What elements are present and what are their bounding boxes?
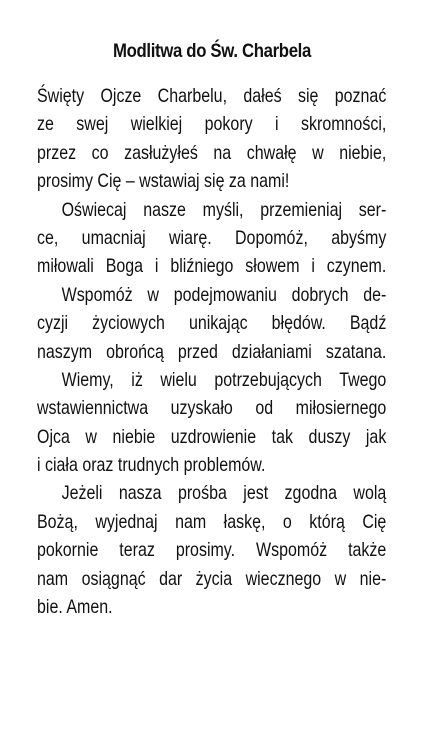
prayer-line: przez co zasłużyłeś na chwałę w niebie, xyxy=(37,141,387,164)
prayer-line: Oświecaj nasze myśli, przemieniaj ser- xyxy=(61,198,387,221)
prayer-line: Święty Ojcze Charbelu, dałeś się poznać xyxy=(37,85,387,107)
prayer-line: Wiemy, iż wielu potrzebujących Twego xyxy=(61,368,387,391)
prayer-line: miłowali Boga i bliźniego słowem i czynem. xyxy=(37,255,387,278)
prayer-line: Bożą, wyjednaj nam łaskę, o którą Cię xyxy=(37,510,387,533)
prayer-line: ze swej wielkiej pokory i skromności, xyxy=(37,113,387,136)
prayer-line: cyzji życiowych unikając błędów. Bądź xyxy=(37,312,387,335)
prayer-line: nam osiągnąć dar życia wiecznego w nie- xyxy=(37,567,387,590)
prayer-line: Ojca w niebie uzdrowienie tak duszy jak xyxy=(37,425,387,448)
prayer-body xyxy=(37,82,387,621)
prayer-title: Modlitwa do Św. Charbela xyxy=(113,40,311,62)
prayer-line: i ciała oraz trudnych problemów. xyxy=(37,454,266,477)
prayer-line: ce, umacniaj wiarę. Dopomóż, abyśmy xyxy=(37,226,387,249)
prayer-line: naszym obrońcą przed działaniami szatana. xyxy=(37,340,387,363)
prayer-line: bie. Amen. xyxy=(37,596,113,619)
prayer-line: wstawiennictwa uzyskało od miłosiernego xyxy=(37,397,387,420)
prayer-line: Wspomóż w podejmowaniu dobrych de- xyxy=(61,283,387,306)
prayer-line: Jeżeli nasza prośba jest zgodna wolą xyxy=(61,482,387,505)
prayer-line: pokornie teraz prosimy. Wspomóż także xyxy=(37,539,387,562)
prayer-line: prosimy Cię – wstawiaj się za nami! xyxy=(37,170,290,193)
